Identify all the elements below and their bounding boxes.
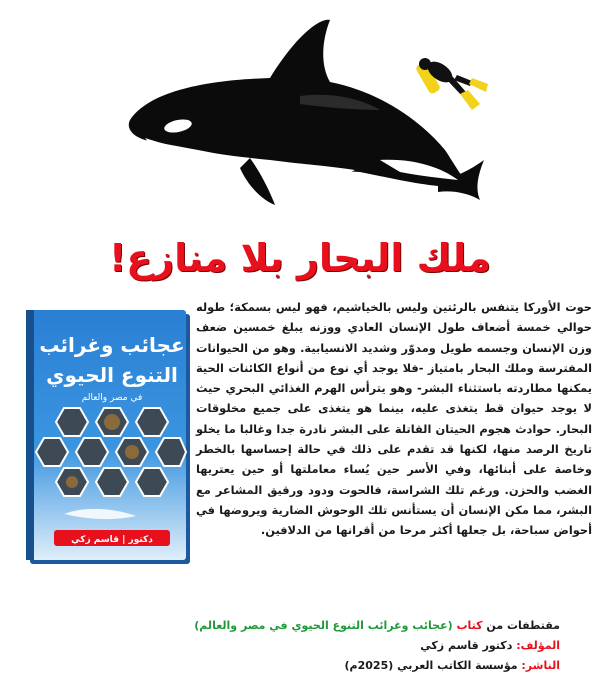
book-title-line1: عجائب وغرائب <box>39 333 185 357</box>
excerpt-prefix: مقتطفات من <box>486 619 560 632</box>
article-body: حوت الأوركا يتنفس بالرئتين وليس بالخياشيم، فهو ليس بسمكة؛ طوله حوالي خمسة أضعاف طول الإنسان العادي ووزنه يبلغ خمسين ضعف وزن الإنسان وجسمه طويل ومدوّر وشديد الانسيابية. وهو من الحيوانات المفترسة وملك البحار بامتياز -فلا يوجد أي نوع من أنواع الكائنات الحية يمكنها مطاردته باستثناء البشر- وهو يترأس الهرم الغذائي البحري حيث لا يوجد حيوان قط يتغذى عليه، بينما هو يتغذى على جميع مخلوقات البحار. حوادث هجوم الحيتان القاتلة على البشر نادرة جدا وغالبا ما يخلو تاريخ الرصد منها، لكنها قد تقدم على ذلك في حالة إحساسها بالخطر وخاصة على أبنائها، وفي الأسر حين يُساء معاملتها أو حين يعتريها الغضب والحزن. ورغم تلك الشراسة، فالحوت ودود ورقيق المشاعر مع البشر، مما مكن الإنسان أن يستأنس تلك الوحوش الضارية ويروضها في أحواض سباحة، بل جعلها أكثر مرحا من أقرانها من الدلافين. <box>196 300 592 538</box>
excerpt-line <box>40 616 560 636</box>
author-name: دكتور قاسم زكي <box>420 639 513 652</box>
excerpt-book-title: (عجائب وغرائب التنوع الحيوي في مصر والعالم) <box>194 619 453 632</box>
source-credits <box>40 616 560 676</box>
author-label: المؤلف: <box>516 639 560 652</box>
publisher-name: مؤسسة الكاتب العربي (2025م) <box>344 659 518 672</box>
book-title-line2: التنوع الحيوي <box>46 363 178 387</box>
page-title: ملك البحار بلا منازع! <box>108 236 492 280</box>
publisher-line <box>40 656 560 676</box>
orca-illustration <box>0 0 600 230</box>
author-line <box>40 636 560 656</box>
excerpt-book-word: كتاب <box>456 619 483 632</box>
book-cover-image <box>24 310 196 570</box>
book-subtitle: في مصر والعالم <box>81 393 143 403</box>
book-author: دكتور | قاسم زكي <box>71 535 153 545</box>
scuba-diver-icon <box>415 57 488 110</box>
publisher-label: الناشر: <box>521 659 560 672</box>
